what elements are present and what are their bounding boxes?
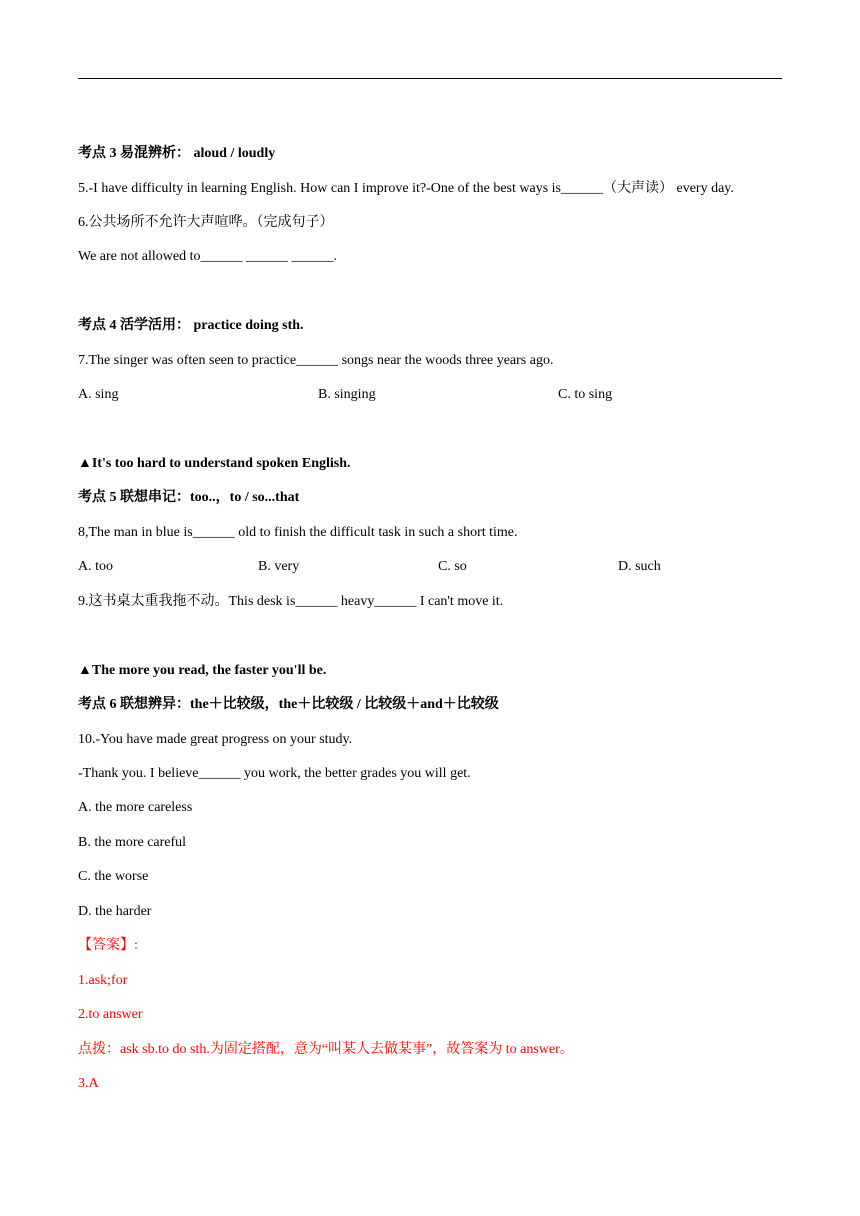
q7-option-a: A. sing [78,387,119,402]
question-5: 5.-I have difficulty in learning English. How can I improve it?-One of the best ways is______（大声读） every day. [78,181,734,196]
question-7: 7.The singer was often seen to practice______ songs near the woods three years ago. [78,353,554,368]
answer-2-note: 点拨：ask sb.to do sth.为固定搭配，意为“叫某人去做某事”，故答案为 to answer。 [78,1042,574,1057]
q8-option-a: A. too [78,559,113,574]
section-5-heading: 考点 5 联想串记：too..，to / so...that [78,490,300,505]
question-6-english: We are not allowed to______ ______ ______. [78,249,337,264]
answer-1: 1.ask;for [78,973,128,988]
q10-option-b: B. the more careful [78,835,187,850]
answer-2: 2.to answer [78,1007,143,1022]
q10-option-a: A. the more careless [78,800,193,815]
section-3-heading: 考点 3 易混辨析： aloud / loudly [78,146,276,161]
q7-option-b: B. singing [318,387,376,402]
q10-option-c: C. the worse [78,869,149,884]
question-6: 6.公共场所不允许大声喧哗。（完成句子） [78,215,334,230]
q8-option-d: D. such [618,559,661,574]
question-8: 8,The man in blue is______ old to finish the difficult task in such a short time. [78,525,518,540]
question-9: 9.这书桌太重我拖不动。This desk is______ heavy______ I can't move it. [78,594,504,609]
section-6-tip: ▲The more you read, the faster you'll be. [78,663,327,678]
section-4-heading: 考点 4 活学活用： practice doing sth. [78,318,304,333]
answer-label: 【答案】: [78,938,138,953]
q8-option-c: C. so [438,559,467,574]
header-rule [78,78,782,79]
question-10-response: -Thank you. I believe______ you work, the better grades you will get. [78,766,471,781]
q10-option-d: D. the harder [78,904,152,919]
question-10: 10.-You have made great progress on your study. [78,732,353,747]
q8-option-b: B. very [258,559,300,574]
q7-option-c: C. to sing [558,387,613,402]
section-6-heading: 考点 6 联想辨异：the＋比较级，the＋比较级 / 比较级＋and＋比较级 [78,697,499,712]
answer-3: 3.A [78,1076,99,1091]
section-5-tip: ▲It's too hard to understand spoken English. [78,456,351,471]
